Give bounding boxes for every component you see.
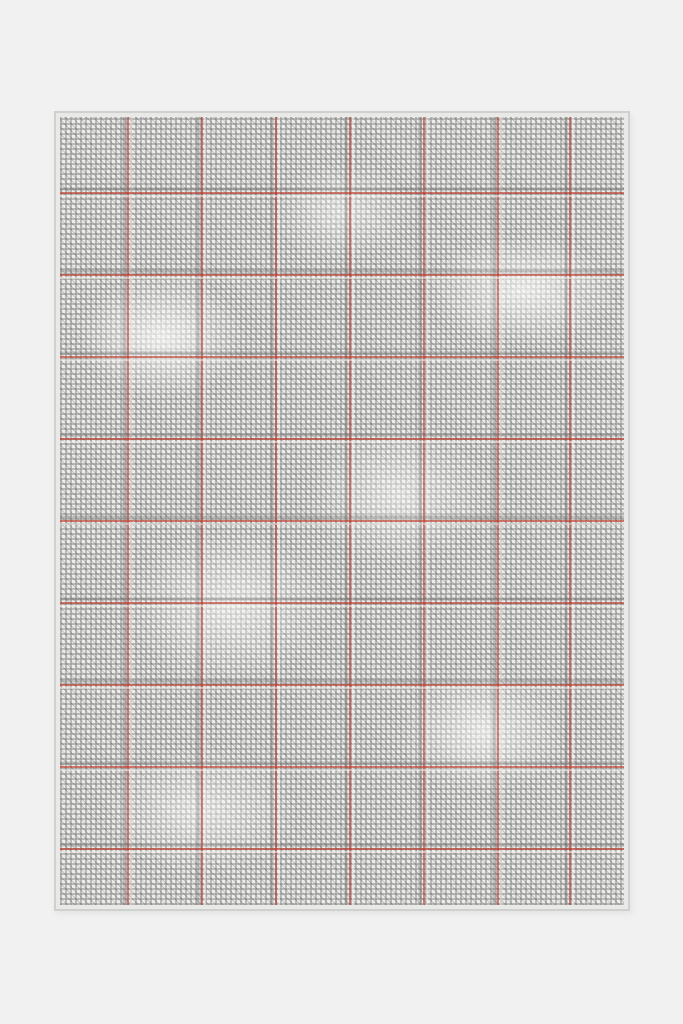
plaid-grid — [60, 117, 624, 905]
rug — [54, 111, 630, 911]
rug-pattern — [60, 117, 624, 905]
